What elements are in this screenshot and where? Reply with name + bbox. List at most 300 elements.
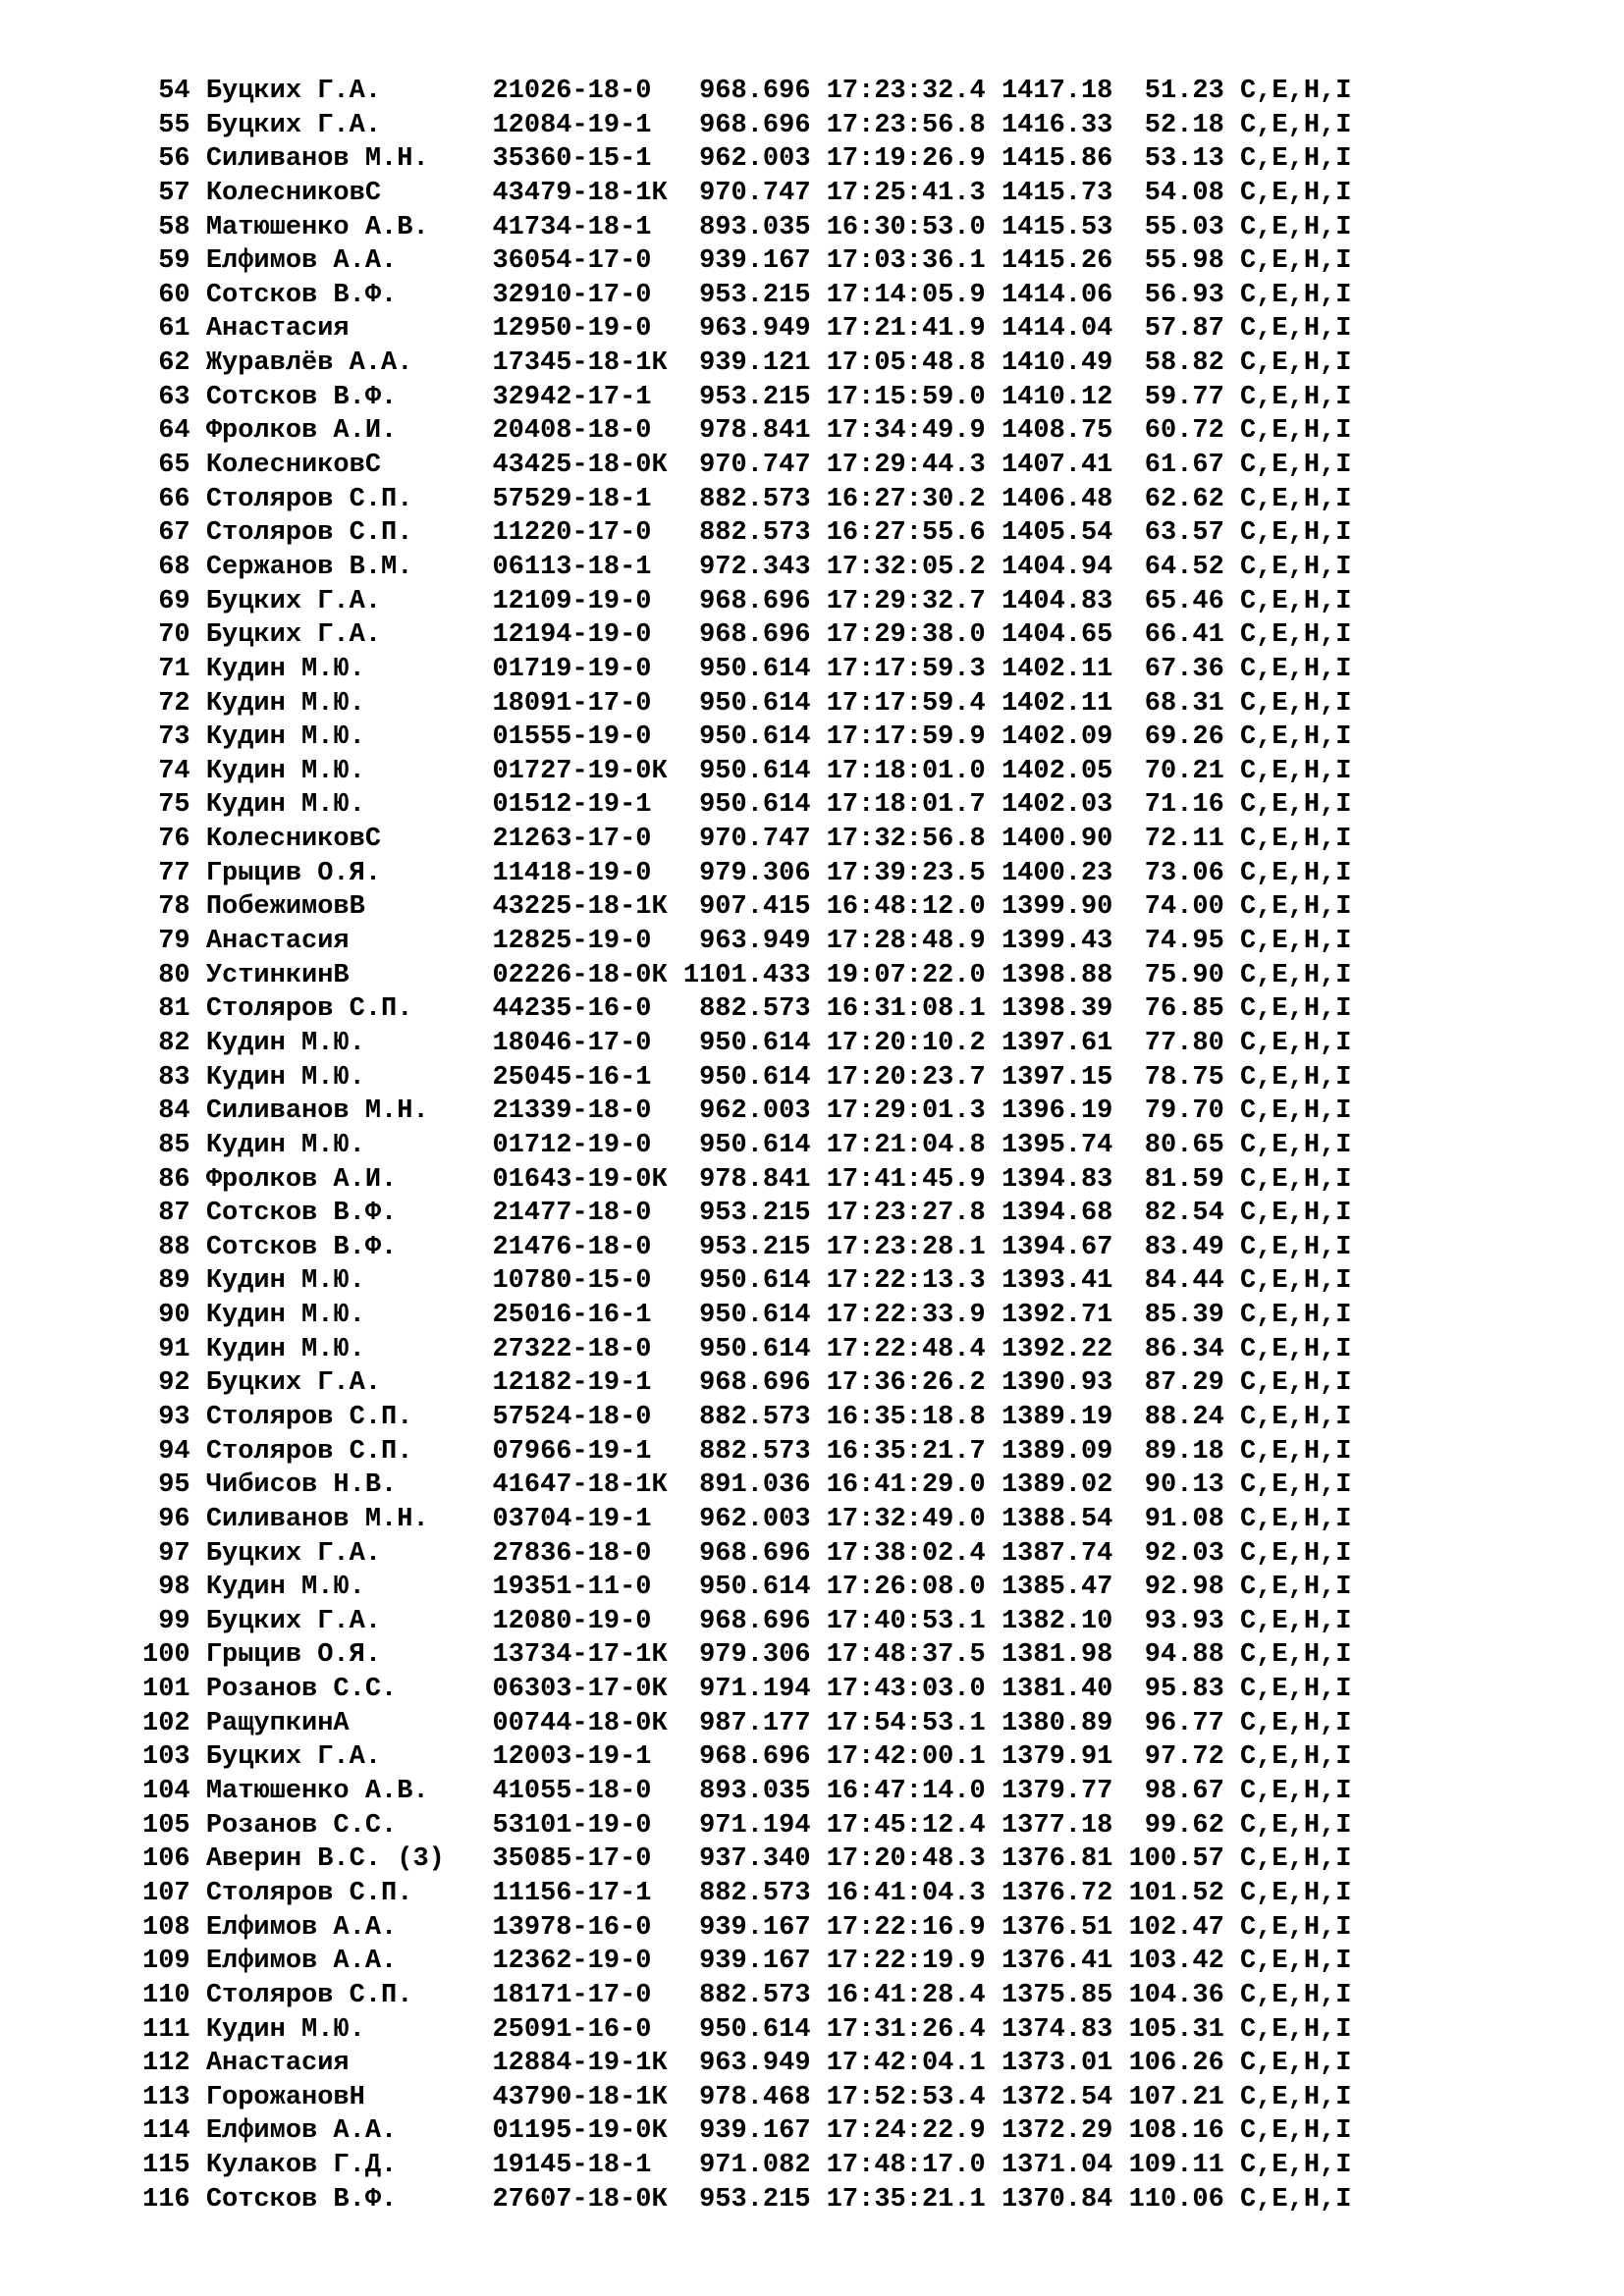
table-row	[142, 177, 1351, 211]
name-cell: Анастасия	[205, 2049, 493, 2079]
results-table	[142, 75, 1351, 2216]
score-cell: 64.52	[1128, 552, 1241, 582]
time-cell: 17:03:36.1	[826, 246, 1001, 277]
name-cell: Буцких Г.А.	[205, 1606, 493, 1636]
categories-cell: C,E,H,I	[1240, 1436, 1352, 1467]
ring-cell: 21476-18-0	[492, 1232, 668, 1262]
speed-cell: 1402.05	[1001, 756, 1129, 786]
score-cell: 97.72	[1128, 1742, 1241, 1773]
place-cell: 85	[142, 1130, 206, 1160]
place-cell: 103	[142, 1742, 206, 1773]
speed-cell: 1381.98	[1001, 1640, 1129, 1671]
name-cell: Силиванов М.Н.	[205, 144, 493, 175]
time-cell: 17:29:01.3	[826, 1096, 1001, 1127]
name-cell: Грыцив О.Я.	[205, 1640, 493, 1671]
ring-cell: 01727-19-0К	[492, 756, 668, 786]
score-cell: 68.31	[1128, 688, 1241, 719]
speed-cell: 1402.11	[1001, 654, 1129, 684]
speed-cell: 1393.41	[1001, 1266, 1129, 1297]
ring-cell: 43225-18-1К	[492, 892, 668, 923]
score-cell: 55.03	[1128, 212, 1241, 242]
name-cell: Анастасия	[205, 314, 493, 345]
score-cell: 58.82	[1128, 348, 1241, 379]
categories-cell: C,E,H,I	[1240, 722, 1352, 753]
ring-cell: 44235-16-0	[492, 994, 668, 1025]
score-cell: 55.98	[1128, 246, 1241, 277]
speed-cell: 1415.53	[1001, 212, 1129, 242]
table-row	[142, 414, 1351, 449]
name-cell: Буцких Г.А.	[205, 620, 493, 651]
table-row	[142, 1673, 1351, 1707]
place-cell: 63	[142, 382, 206, 412]
speed-cell: 1414.04	[1001, 314, 1129, 345]
distance-cell: 907.415	[667, 892, 827, 923]
place-cell: 105	[142, 1810, 206, 1841]
place-cell: 106	[142, 1844, 206, 1875]
time-cell: 17:17:59.4	[826, 688, 1001, 719]
name-cell: Кулаков Г.Д.	[205, 2151, 493, 2181]
ring-cell: 27607-18-0К	[492, 2184, 668, 2215]
name-cell: Столяров С.П.	[205, 1436, 493, 1467]
time-cell: 17:15:59.0	[826, 382, 1001, 412]
score-cell: 80.65	[1128, 1130, 1241, 1160]
table-row	[142, 142, 1351, 177]
score-cell: 84.44	[1128, 1266, 1241, 1297]
table-row	[142, 1809, 1351, 1843]
score-cell: 98.67	[1128, 1777, 1241, 1807]
distance-cell: 950.614	[667, 1062, 827, 1093]
categories-cell: C,E,H,I	[1240, 1199, 1352, 1229]
table-row	[142, 823, 1351, 857]
distance-cell: 968.696	[667, 110, 827, 140]
time-cell: 17:43:03.0	[826, 1675, 1001, 1705]
time-cell: 17:42:04.1	[826, 2049, 1001, 2079]
speed-cell: 1397.61	[1001, 1028, 1129, 1058]
distance-cell: 939.167	[667, 2116, 827, 2147]
name-cell: КолесниковС	[205, 451, 493, 481]
time-cell: 16:31:08.1	[826, 994, 1001, 1025]
categories-cell: C,E,H,I	[1240, 1470, 1352, 1501]
ring-cell: 06303-17-0К	[492, 1675, 668, 1705]
score-cell: 99.62	[1128, 1810, 1241, 1841]
speed-cell: 1410.49	[1001, 348, 1129, 379]
name-cell: Буцких Г.А.	[205, 1368, 493, 1399]
distance-cell: 968.696	[667, 586, 827, 616]
table-row	[142, 1163, 1351, 1198]
table-row	[142, 109, 1351, 143]
categories-cell: C,E,H,I	[1240, 1878, 1352, 1908]
distance-cell: 979.306	[667, 1640, 827, 1671]
name-cell: Кудин М.Ю.	[205, 688, 493, 719]
time-cell: 17:34:49.9	[826, 416, 1001, 447]
name-cell: Матюшенко А.В.	[205, 1777, 493, 1807]
name-cell: Грыцив О.Я.	[205, 858, 493, 888]
categories-cell: C,E,H,I	[1240, 1334, 1352, 1364]
distance-cell: 963.949	[667, 927, 827, 957]
name-cell: Кудин М.Ю.	[205, 722, 493, 753]
place-cell: 112	[142, 2049, 206, 2079]
time-cell: 17:22:48.4	[826, 1334, 1001, 1364]
distance-cell: 950.614	[667, 688, 827, 719]
place-cell: 68	[142, 552, 206, 582]
place-cell: 98	[142, 1573, 206, 1603]
speed-cell: 1376.41	[1001, 1947, 1129, 1977]
name-cell: Силиванов М.Н.	[205, 1096, 493, 1127]
ring-cell: 01712-19-0	[492, 1130, 668, 1160]
name-cell: Фролков А.И.	[205, 1164, 493, 1195]
time-cell: 17:22:33.9	[826, 1301, 1001, 1331]
ring-cell: 57529-18-1	[492, 484, 668, 514]
place-cell: 61	[142, 314, 206, 345]
time-cell: 17:20:10.2	[826, 1028, 1001, 1058]
categories-cell: C,E,H,I	[1240, 1164, 1352, 1195]
ring-cell: 43425-18-0К	[492, 451, 668, 481]
place-cell: 93	[142, 1402, 206, 1432]
name-cell: Кудин М.Ю.	[205, 1334, 493, 1364]
name-cell: Кудин М.Ю.	[205, 756, 493, 786]
name-cell: ПобежимовВ	[205, 892, 493, 923]
ring-cell: 36054-17-0	[492, 246, 668, 277]
score-cell: 70.21	[1128, 756, 1241, 786]
table-row	[142, 312, 1351, 347]
name-cell: Розанов С.С.	[205, 1810, 493, 1841]
place-cell: 66	[142, 484, 206, 514]
name-cell: Елфимов А.А.	[205, 2116, 493, 2147]
ring-cell: 07966-19-1	[492, 1436, 668, 1467]
score-cell: 100.57	[1128, 1844, 1241, 1875]
speed-cell: 1404.65	[1001, 620, 1129, 651]
place-cell: 100	[142, 1640, 206, 1671]
categories-cell: C,E,H,I	[1240, 416, 1352, 447]
ring-cell: 01512-19-1	[492, 790, 668, 821]
speed-cell: 1388.54	[1001, 1504, 1129, 1534]
ring-cell: 25016-16-1	[492, 1301, 668, 1331]
time-cell: 17:54:53.1	[826, 1708, 1001, 1738]
place-cell: 76	[142, 825, 206, 855]
place-cell: 86	[142, 1164, 206, 1195]
ring-cell: 43790-18-1К	[492, 2082, 668, 2112]
time-cell: 17:38:02.4	[826, 1538, 1001, 1569]
place-cell: 87	[142, 1199, 206, 1229]
speed-cell: 1372.54	[1001, 2082, 1129, 2112]
name-cell: Столяров С.П.	[205, 484, 493, 514]
score-cell: 52.18	[1128, 110, 1241, 140]
table-row	[142, 925, 1351, 959]
time-cell: 17:20:23.7	[826, 1062, 1001, 1093]
distance-cell: 968.696	[667, 1606, 827, 1636]
categories-cell: C,E,H,I	[1240, 586, 1352, 616]
ring-cell: 21263-17-0	[492, 825, 668, 855]
place-cell: 55	[142, 110, 206, 140]
place-cell: 108	[142, 1912, 206, 1943]
place-cell: 107	[142, 1878, 206, 1908]
score-cell: 81.59	[1128, 1164, 1241, 1195]
name-cell: Буцких Г.А.	[205, 110, 493, 140]
categories-cell: C,E,H,I	[1240, 77, 1352, 106]
table-row	[142, 1435, 1351, 1469]
speed-cell: 1381.40	[1001, 1675, 1129, 1705]
table-row	[142, 1264, 1351, 1299]
table-row	[142, 1877, 1351, 1911]
score-cell: 74.00	[1128, 892, 1241, 923]
ring-cell: 12182-19-1	[492, 1368, 668, 1399]
score-cell: 76.85	[1128, 994, 1241, 1025]
name-cell: Аверин В.С. (3)	[205, 1844, 493, 1875]
table-row	[142, 1503, 1351, 1537]
categories-cell: C,E,H,I	[1240, 552, 1352, 582]
ring-cell: 41647-18-1К	[492, 1470, 668, 1501]
time-cell: 16:41:29.0	[826, 1470, 1001, 1501]
ring-cell: 01719-19-0	[492, 654, 668, 684]
speed-cell: 1375.85	[1001, 1980, 1129, 2010]
distance-cell: 970.747	[667, 825, 827, 855]
speed-cell: 1385.47	[1001, 1573, 1129, 1603]
speed-cell: 1399.43	[1001, 927, 1129, 957]
distance-cell: 953.215	[667, 2184, 827, 2215]
ring-cell: 12194-19-0	[492, 620, 668, 651]
name-cell: Кудин М.Ю.	[205, 1062, 493, 1093]
speed-cell: 1389.19	[1001, 1402, 1129, 1432]
time-cell: 17:29:44.3	[826, 451, 1001, 481]
speed-cell: 1373.01	[1001, 2049, 1129, 2079]
ring-cell: 12003-19-1	[492, 1742, 668, 1773]
speed-cell: 1394.67	[1001, 1232, 1129, 1262]
ring-cell: 12884-19-1К	[492, 2049, 668, 2079]
table-row	[142, 1911, 1351, 1946]
name-cell: Сотсков В.Ф.	[205, 2184, 493, 2215]
table-row	[142, 483, 1351, 517]
distance-cell: 1101.433	[667, 960, 827, 990]
score-cell: 106.26	[1128, 2049, 1241, 2079]
categories-cell: C,E,H,I	[1240, 825, 1352, 855]
time-cell: 16:41:28.4	[826, 1980, 1001, 2010]
table-row	[142, 381, 1351, 415]
score-cell: 101.52	[1128, 1878, 1241, 1908]
distance-cell: 962.003	[667, 1096, 827, 1127]
distance-cell: 939.167	[667, 246, 827, 277]
score-cell: 83.49	[1128, 1232, 1241, 1262]
ring-cell: 11156-17-1	[492, 1878, 668, 1908]
table-row	[142, 1027, 1351, 1061]
categories-cell: C,E,H,I	[1240, 1742, 1352, 1773]
ring-cell: 01643-19-0К	[492, 1164, 668, 1195]
categories-cell: C,E,H,I	[1240, 1096, 1352, 1127]
place-cell: 91	[142, 1334, 206, 1364]
distance-cell: 968.696	[667, 1742, 827, 1773]
table-row	[142, 788, 1351, 823]
table-row	[142, 449, 1351, 483]
distance-cell: 968.696	[667, 1368, 827, 1399]
ring-cell: 53101-19-0	[492, 1810, 668, 1841]
table-row	[142, 1775, 1351, 1809]
ring-cell: 12084-19-1	[492, 110, 668, 140]
speed-cell: 1402.11	[1001, 688, 1129, 719]
name-cell: КолесниковС	[205, 178, 493, 208]
categories-cell: C,E,H,I	[1240, 1675, 1352, 1705]
distance-cell: 972.343	[667, 552, 827, 582]
speed-cell: 1410.12	[1001, 382, 1129, 412]
speed-cell: 1407.41	[1001, 451, 1129, 481]
name-cell: Розанов С.С.	[205, 1675, 493, 1705]
place-cell: 54	[142, 77, 206, 106]
table-row	[142, 1638, 1351, 1673]
time-cell: 17:32:56.8	[826, 825, 1001, 855]
table-row	[142, 279, 1351, 313]
distance-cell: 953.215	[667, 1232, 827, 1262]
speed-cell: 1405.54	[1001, 518, 1129, 549]
table-row	[142, 687, 1351, 721]
speed-cell: 1408.75	[1001, 416, 1129, 447]
time-cell: 16:48:12.0	[826, 892, 1001, 923]
ring-cell: 19145-18-1	[492, 2151, 668, 2181]
ring-cell: 12950-19-0	[492, 314, 668, 345]
score-cell: 105.31	[1128, 2014, 1241, 2045]
table-row	[142, 1401, 1351, 1435]
categories-cell: C,E,H,I	[1240, 280, 1352, 310]
time-cell: 17:23:56.8	[826, 110, 1001, 140]
table-row	[142, 1366, 1351, 1401]
categories-cell: C,E,H,I	[1240, 790, 1352, 821]
distance-cell: 882.573	[667, 1878, 827, 1908]
score-cell: 89.18	[1128, 1436, 1241, 1467]
time-cell: 17:23:27.8	[826, 1199, 1001, 1229]
name-cell: Столяров С.П.	[205, 1402, 493, 1432]
place-cell: 60	[142, 280, 206, 310]
categories-cell: C,E,H,I	[1240, 246, 1352, 277]
distance-cell: 970.747	[667, 178, 827, 208]
ring-cell: 57524-18-0	[492, 1402, 668, 1432]
score-cell: 54.08	[1128, 178, 1241, 208]
table-row	[142, 1571, 1351, 1605]
place-cell: 80	[142, 960, 206, 990]
place-cell: 74	[142, 756, 206, 786]
distance-cell: 882.573	[667, 484, 827, 514]
speed-cell: 1382.10	[1001, 1606, 1129, 1636]
speed-cell: 1379.91	[1001, 1742, 1129, 1773]
time-cell: 17:40:53.1	[826, 1606, 1001, 1636]
table-row	[142, 1945, 1351, 1979]
categories-cell: C,E,H,I	[1240, 688, 1352, 719]
time-cell: 17:18:01.0	[826, 756, 1001, 786]
table-row	[142, 551, 1351, 585]
ring-cell: 01555-19-0	[492, 722, 668, 753]
table-row	[142, 1842, 1351, 1877]
place-cell: 57	[142, 178, 206, 208]
categories-cell: C,E,H,I	[1240, 858, 1352, 888]
ring-cell: 21339-18-0	[492, 1096, 668, 1127]
place-cell: 110	[142, 1980, 206, 2010]
name-cell: ГорожановН	[205, 2082, 493, 2112]
score-cell: 96.77	[1128, 1708, 1241, 1738]
distance-cell: 937.340	[667, 1844, 827, 1875]
name-cell: Сотсков В.Ф.	[205, 280, 493, 310]
speed-cell: 1404.94	[1001, 552, 1129, 582]
score-cell: 90.13	[1128, 1470, 1241, 1501]
distance-cell: 950.614	[667, 1028, 827, 1058]
table-row	[142, 2081, 1351, 2115]
time-cell: 17:31:26.4	[826, 2014, 1001, 2045]
place-cell: 111	[142, 2014, 206, 2045]
table-row	[142, 211, 1351, 245]
categories-cell: C,E,H,I	[1240, 144, 1352, 175]
name-cell: Кудин М.Ю.	[205, 1130, 493, 1160]
time-cell: 17:21:41.9	[826, 314, 1001, 345]
speed-cell: 1376.72	[1001, 1878, 1129, 1908]
table-row	[142, 890, 1351, 925]
time-cell: 17:48:37.5	[826, 1640, 1001, 1671]
ring-cell: 03704-19-1	[492, 1504, 668, 1534]
speed-cell: 1406.48	[1001, 484, 1129, 514]
place-cell: 59	[142, 246, 206, 277]
table-row	[142, 1095, 1351, 1129]
place-cell: 73	[142, 722, 206, 753]
distance-cell: 882.573	[667, 518, 827, 549]
categories-cell: C,E,H,I	[1240, 382, 1352, 412]
place-cell: 56	[142, 144, 206, 175]
categories-cell: C,E,H,I	[1240, 1640, 1352, 1671]
time-cell: 17:32:05.2	[826, 552, 1001, 582]
ring-cell: 41734-18-1	[492, 212, 668, 242]
categories-cell: C,E,H,I	[1240, 2014, 1352, 2045]
name-cell: Буцких Г.А.	[205, 1742, 493, 1773]
speed-cell: 1392.22	[1001, 1334, 1129, 1364]
time-cell: 17:14:05.9	[826, 280, 1001, 310]
score-cell: 75.90	[1128, 960, 1241, 990]
distance-cell: 978.841	[667, 416, 827, 447]
place-cell: 99	[142, 1606, 206, 1636]
categories-cell: C,E,H,I	[1240, 2184, 1352, 2215]
distance-cell: 963.949	[667, 314, 827, 345]
score-cell: 51.23	[1128, 77, 1241, 106]
distance-cell: 978.468	[667, 2082, 827, 2112]
distance-cell: 968.696	[667, 620, 827, 651]
time-cell: 17:24:22.9	[826, 2116, 1001, 2147]
time-cell: 17:23:28.1	[826, 1232, 1001, 1262]
score-cell: 110.06	[1128, 2184, 1241, 2215]
speed-cell: 1376.81	[1001, 1844, 1129, 1875]
speed-cell: 1399.90	[1001, 892, 1129, 923]
categories-cell: C,E,H,I	[1240, 1301, 1352, 1331]
time-cell: 16:35:21.7	[826, 1436, 1001, 1467]
place-cell: 95	[142, 1470, 206, 1501]
table-row	[142, 2149, 1351, 2183]
categories-cell: C,E,H,I	[1240, 484, 1352, 514]
place-cell: 113	[142, 2082, 206, 2112]
categories-cell: C,E,H,I	[1240, 1232, 1352, 1262]
categories-cell: C,E,H,I	[1240, 518, 1352, 549]
score-cell: 102.47	[1128, 1912, 1241, 1943]
ring-cell: 21477-18-0	[492, 1199, 668, 1229]
ring-cell: 12825-19-0	[492, 927, 668, 957]
score-cell: 78.75	[1128, 1062, 1241, 1093]
ring-cell: 32942-17-1	[492, 382, 668, 412]
place-cell: 58	[142, 212, 206, 242]
table-row	[142, 75, 1351, 109]
table-row	[142, 1231, 1351, 1265]
name-cell: Елфимов А.А.	[205, 246, 493, 277]
distance-cell: 962.003	[667, 144, 827, 175]
score-cell: 108.16	[1128, 2116, 1241, 2147]
score-cell: 87.29	[1128, 1368, 1241, 1399]
time-cell: 17:52:53.4	[826, 2082, 1001, 2112]
place-cell: 71	[142, 654, 206, 684]
ring-cell: 20408-18-0	[492, 416, 668, 447]
speed-cell: 1397.15	[1001, 1062, 1129, 1093]
table-row	[142, 1979, 1351, 2013]
score-cell: 79.70	[1128, 1096, 1241, 1127]
time-cell: 17:36:26.2	[826, 1368, 1001, 1399]
score-cell: 71.16	[1128, 790, 1241, 821]
